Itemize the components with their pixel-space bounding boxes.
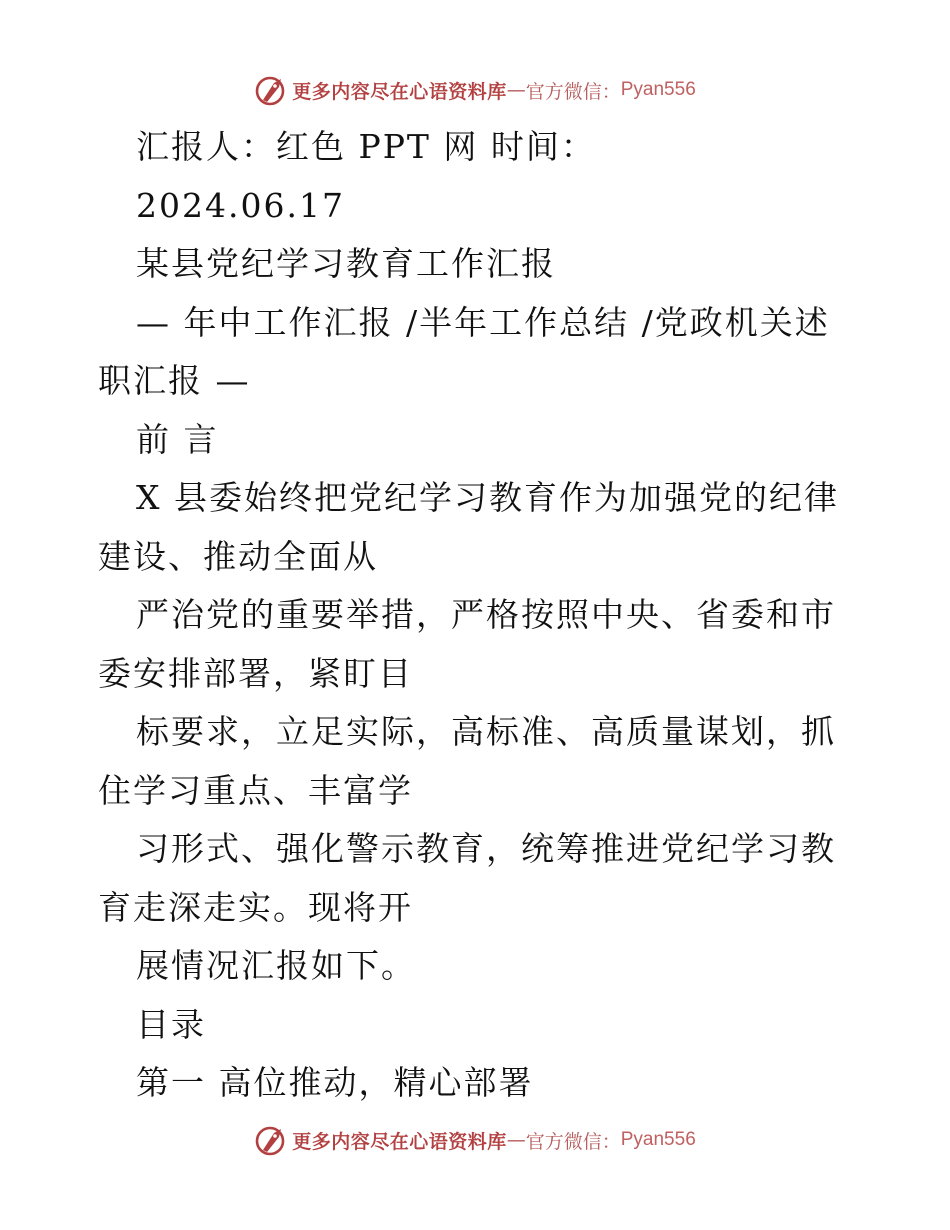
preface-paragraph: 展情况汇报如下。 xyxy=(136,946,416,985)
toc-heading: 目录 xyxy=(136,1004,206,1044)
preface-paragraph: 习形式、强化警示教育，统筹推进党纪学习教育走深走实。现将开 xyxy=(98,829,836,927)
watermark-contact-id: Pyan556 xyxy=(620,79,696,100)
watermark-brand: 更多内容尽在心语资料库 xyxy=(292,1130,507,1153)
document-subtitle: — 年中工作汇报 /半年工作总结 /党政机关述职汇报 — xyxy=(98,302,830,400)
watermark-separator: — xyxy=(506,1129,526,1151)
document-body xyxy=(98,118,858,1113)
report-date: 2024.06.17 xyxy=(136,185,345,225)
preface-paragraph: X 县委始终把党纪学习教育作为加强党的纪律建设、推动全面从 xyxy=(98,478,839,576)
preface-paragraph: 标要求，立足实际，高标准、高质量谋划，抓住学习重点、丰富学 xyxy=(98,712,836,810)
preface-heading: 前 言 xyxy=(136,419,219,459)
watermark-contact-id: Pyan556 xyxy=(620,1129,696,1150)
watermark-contact-label: 官方微信： xyxy=(525,1130,621,1153)
watermark-contact-label: 官方微信： xyxy=(525,80,621,103)
preface-paragraph: 严治党的重要举措，严格按照中央、省委和市委安排部署，紧盯目 xyxy=(98,595,836,693)
header-watermark xyxy=(0,70,950,110)
footer-watermark xyxy=(0,1120,950,1160)
watermark-separator: — xyxy=(506,79,526,101)
document-title: 某县党纪学习教育工作汇报 xyxy=(136,244,556,283)
reporter-line: 汇报人：红色 PPT 网 时间： xyxy=(136,127,596,166)
toc-item: 第一 高位推动，精心部署 xyxy=(136,1063,534,1102)
pen-nib-circle-icon xyxy=(254,73,288,107)
watermark-brand: 更多内容尽在心语资料库 xyxy=(292,80,507,103)
pen-nib-circle-icon xyxy=(254,1123,288,1157)
